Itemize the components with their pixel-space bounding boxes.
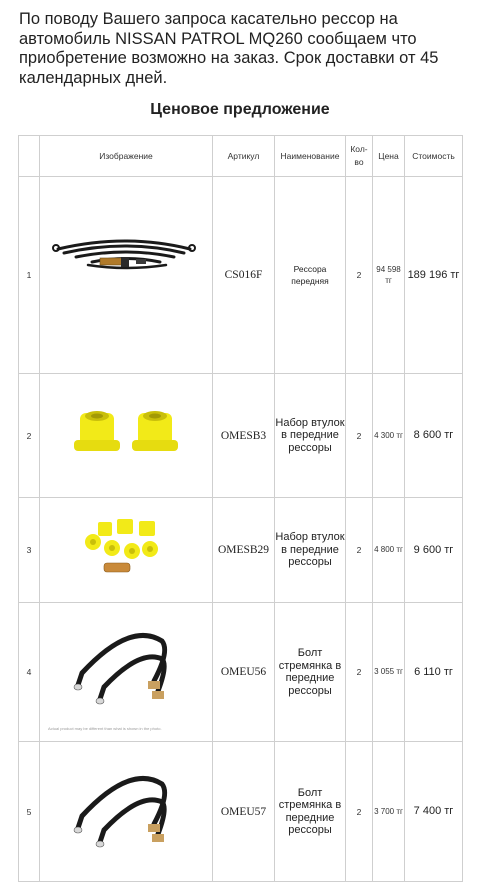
bushing-set-image <box>40 374 213 498</box>
price-table <box>18 135 463 882</box>
table-row <box>19 603 463 742</box>
row-article: OMEU57 <box>213 742 275 882</box>
header-cost: Стоимость <box>405 136 463 177</box>
row-price: 3 055 тг <box>373 603 405 742</box>
bushing-kit-image <box>40 498 213 603</box>
row-cost: 9 600 тг <box>405 498 463 603</box>
row-qty: 2 <box>346 742 373 882</box>
row-price: 4 800 тг <box>373 498 405 603</box>
table-row <box>19 742 463 882</box>
header-article: Артикул <box>213 136 275 177</box>
row-price: 94 598 тг <box>373 177 405 374</box>
table-row <box>19 374 463 498</box>
row-number: 5 <box>19 742 40 882</box>
header-image: Изображение <box>40 136 213 177</box>
row-cost: 189 196 тг <box>405 177 463 374</box>
row-number: 1 <box>19 177 40 374</box>
row-name: Набор втулок в передние рессоры <box>275 498 346 603</box>
table-row <box>19 177 463 374</box>
leaf-spring-image <box>40 177 213 374</box>
row-name: Болт стремянка в передние рессоры <box>275 742 346 882</box>
row-name: Набор втулок в передние рессоры <box>275 374 346 498</box>
image-caption: Actual product may be different than what is shown in the photo. <box>48 726 162 731</box>
header-number <box>19 136 40 177</box>
header-qty: Кол-во <box>346 136 373 177</box>
row-cost: 8 600 тг <box>405 374 463 498</box>
quote-title: Ценовое предложение <box>150 101 330 118</box>
row-qty: 2 <box>346 603 373 742</box>
u-bolt-image <box>40 603 213 742</box>
row-number: 2 <box>19 374 40 498</box>
row-qty: 2 <box>346 177 373 374</box>
row-number: 4 <box>19 603 40 742</box>
table-header-row <box>19 136 463 177</box>
row-cost: 6 110 тг <box>405 603 463 742</box>
header-price: Цена <box>373 136 405 177</box>
row-article: CS016F <box>213 177 275 374</box>
row-name: Рессора передняя <box>275 177 346 374</box>
table-row <box>19 498 463 603</box>
intro-text: По поводу Вашего запроса касательно рессор на автомобиль NISSAN PATROL MQ260 сообщаем что приобретение возможно на заказ. Срок доставки от 45 календарных дней. <box>19 10 439 87</box>
row-name: Болт стремянка в передние рессоры <box>275 603 346 742</box>
row-qty: 2 <box>346 498 373 603</box>
row-cost: 7 400 тг <box>405 742 463 882</box>
row-article: OMEU56 <box>213 603 275 742</box>
header-name: Наименование <box>275 136 346 177</box>
row-number: 3 <box>19 498 40 603</box>
row-price: 4 300 тг <box>373 374 405 498</box>
row-qty: 2 <box>346 374 373 498</box>
row-price: 3 700 тг <box>373 742 405 882</box>
u-bolt-image <box>40 742 213 882</box>
row-article: OMESB3 <box>213 374 275 498</box>
row-article: OMESB29 <box>213 498 275 603</box>
